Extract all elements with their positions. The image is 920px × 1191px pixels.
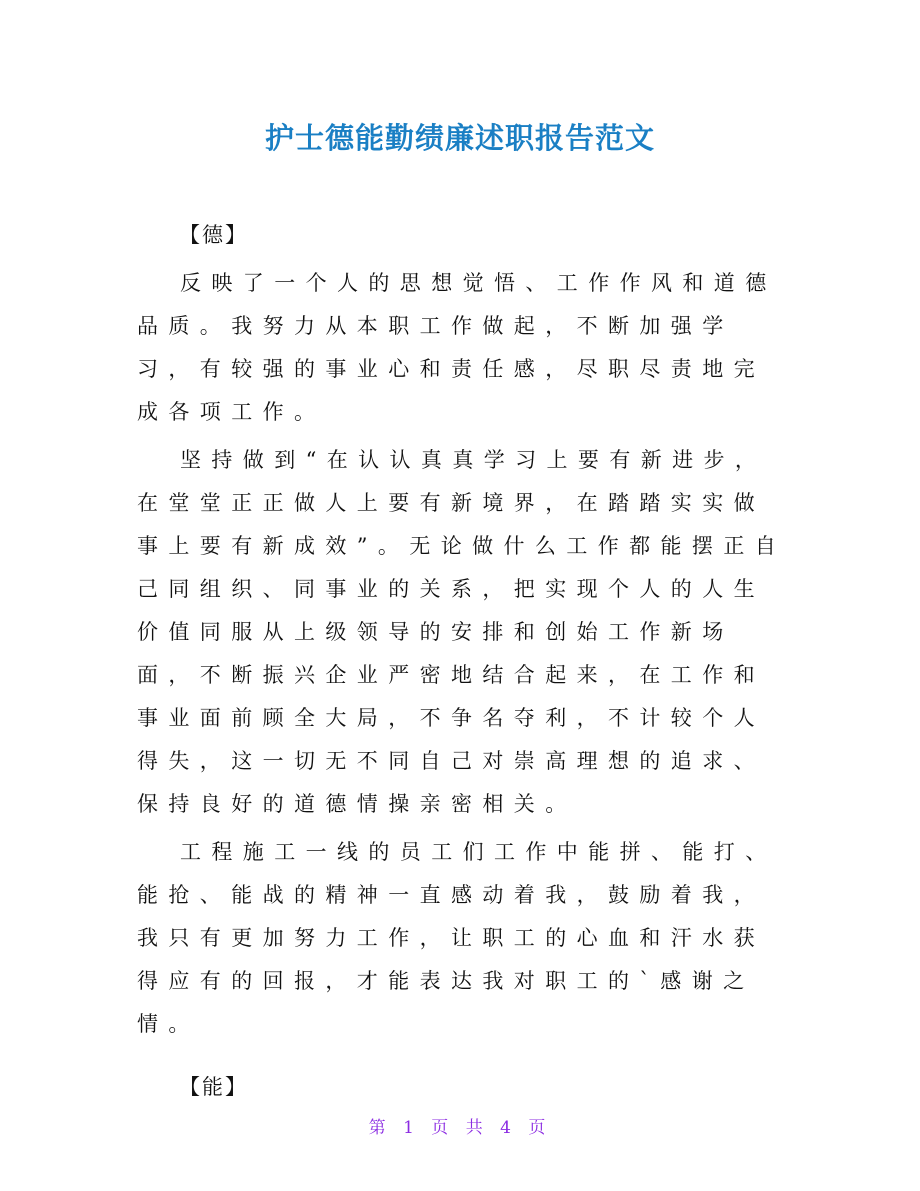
section-heading-de: 【德】 — [179, 223, 248, 247]
paragraph: 坚持做到“在认认真真学习上要有新进步，在堂堂正正做人上要有新境界，在踏踏实实做事上要有新成效”。无论做什么工作都能摆正自己同组织、同事业的关系，把实现个人的人生价值同服从上级领导的安排和创始工作新场面，不断振兴企业严密地结合起来，在工作和事业面前顾全大局，不争名夺利，不计较个人得失，这一切无不同自己对崇高理想的追求、保持良好的道德情操亲密相关。 — [137, 448, 787, 816]
document-body — [137, 214, 787, 1109]
section-heading-neng: 【能】 — [179, 1075, 248, 1099]
paragraph: 反映了一个人的思想觉悟、工作作风和道德品质。我努力从本职工作做起，不断加强学习，有较强的事业心和责任感，尽职尽责地完成各项工作。 — [137, 271, 777, 424]
document-title: 护士德能勤绩廉述职报告范文 — [264, 121, 655, 155]
paragraph: 工程施工一线的员工们工作中能拼、能打、能抢、能战的精神一直感动着我，鼓励着我，我只有更加努力工作，让职工的心血和汗水获得应有的回报，才能表达我对职工的`感谢之情。 — [137, 840, 777, 1036]
page-indicator: 第 1 页 共 4 页 — [368, 1118, 552, 1138]
